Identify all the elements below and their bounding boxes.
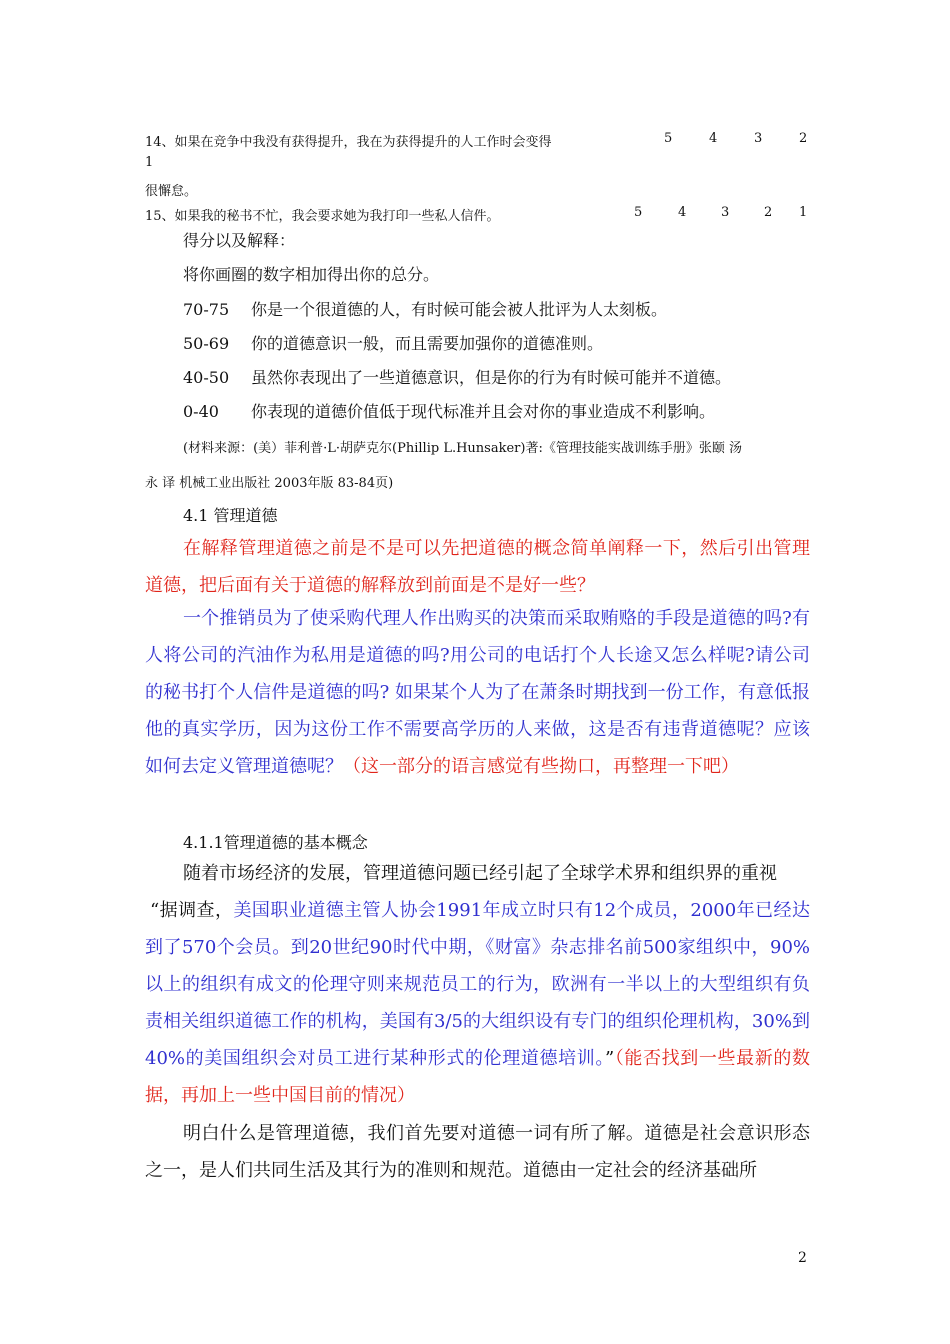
paragraph-intro: 随着市场经济的发展，管理道德问题已经引起了全球学术界和组织界的重视 <box>183 863 777 884</box>
question-14-line2: 很懈怠。 <box>145 184 198 199</box>
score-row <box>183 331 603 354</box>
score-text: 你表现的道德价值低于现代标准并且会对你的事业造成不利影响。 <box>251 402 716 421</box>
ethics-questions-text: 一个推销员为了使采购代理人作出购买的决策而采取贿赂的手段是道德的吗?有人将公司的汽油作为私用是道德的吗?用公司的电话打个人长途又怎么样呢?请公司的秘书打个人信件是道德的吗? 如果某个人为了在萧条时期找到一份工作，有意低报他的真实学历，因为这份工作不需要高学历的人来做，这是否有违背道德呢？应该如何去定义管理道德呢？ <box>145 608 810 777</box>
scoring-instruction: 将你画圈的数字相加得出你的总分。 <box>183 265 440 284</box>
score-text: 你是一个很道德的人，有时候可能会被人批评为人太刻板。 <box>251 300 668 319</box>
scoring-title: 得分以及解释： <box>183 231 296 250</box>
q14-score-3: 3 <box>754 131 763 146</box>
survey-text: 美国职业道德主管人协会1991年成立时只有12个成员，2000年已经达到了570个会员。到20世纪90时代中期，《财富》杂志排名前500家组织中，90%以上的组织有成文的伦理守则来规范员工的行为，欧洲有一半以上的大型组织有负责相关组织道德工作的机构，美国有3/5的大组织设有专门的组织伦理机构，30%到40%的美国组织会对员工进行某种形式的伦理道德培训。 <box>145 900 810 1069</box>
q15-score-1: 1 <box>799 205 808 220</box>
question-14-line1: 14、如果在竞争中我没有获得提升，我在为获得提升的人工作时会变得 <box>145 135 552 150</box>
q14-score-1-wrapped: 1 <box>145 155 154 170</box>
q15-score-2: 2 <box>764 205 773 220</box>
paragraph-survey <box>145 892 810 1114</box>
paragraph-ethics-questions <box>145 600 810 785</box>
q15-score-5: 5 <box>634 205 643 220</box>
editor-comment-2: （这一部分的语言感觉有些拗口，再整理一下吧） <box>343 756 739 777</box>
score-row <box>183 297 667 320</box>
q14-score-2: 2 <box>799 131 808 146</box>
score-text: 你的道德意识一般，而且需要加强你的道德准则。 <box>251 334 604 353</box>
q15-score-3: 3 <box>721 205 730 220</box>
section-heading-4-1-1: 4.1.1管理道德的基本概念 <box>183 833 368 852</box>
score-row <box>183 399 715 422</box>
source-citation-line2: 永 译 机械工业出版社 2003年版 83-84页) <box>145 476 394 491</box>
section-heading-4-1: 4.1 管理道德 <box>183 506 278 525</box>
score-text: 虽然你表现出了一些道德意识，但是你的行为有时候可能并不道德。 <box>251 368 732 387</box>
score-row <box>183 365 731 388</box>
q15-score-4: 4 <box>678 205 687 220</box>
source-citation-line1: (材料来源：(美）菲利普·L·胡萨克尔(Phillip L.Hunsaker)著:《管理技能实战训练手册》张颐 汤 <box>183 441 742 456</box>
quote-open: “据调查， <box>150 900 234 921</box>
page-number: 2 <box>798 1250 807 1266</box>
quote-close: ” <box>604 1048 615 1069</box>
editor-comment-1: 在解释管理道德之前是不是可以先把道德的概念简单阐释一下，然后引出管理道德，把后面有关于道德的解释放到前面是不是好一些？ <box>145 538 810 596</box>
score-range: 50-69 <box>183 334 230 353</box>
question-15: 15、如果我的秘书不忙，我会要求她为我打印一些私人信件。 <box>145 209 500 224</box>
q14-score-4: 4 <box>709 131 718 146</box>
score-range: 0-40 <box>183 402 219 421</box>
score-range: 40-50 <box>183 368 230 387</box>
score-range: 70-75 <box>183 300 230 319</box>
q14-score-5: 5 <box>664 131 673 146</box>
editor-comment-3: （能否找到一些最新的数据，再加上一些中国目前的情况） <box>145 1048 811 1106</box>
paragraph-closing: 明白什么是管理道德，我们首先要对道德一词有所了解。道德是社会意识形态之一，是人们共同生活及其行为的准则和规范。道德由一定社会的经济基础所 <box>145 1123 810 1181</box>
